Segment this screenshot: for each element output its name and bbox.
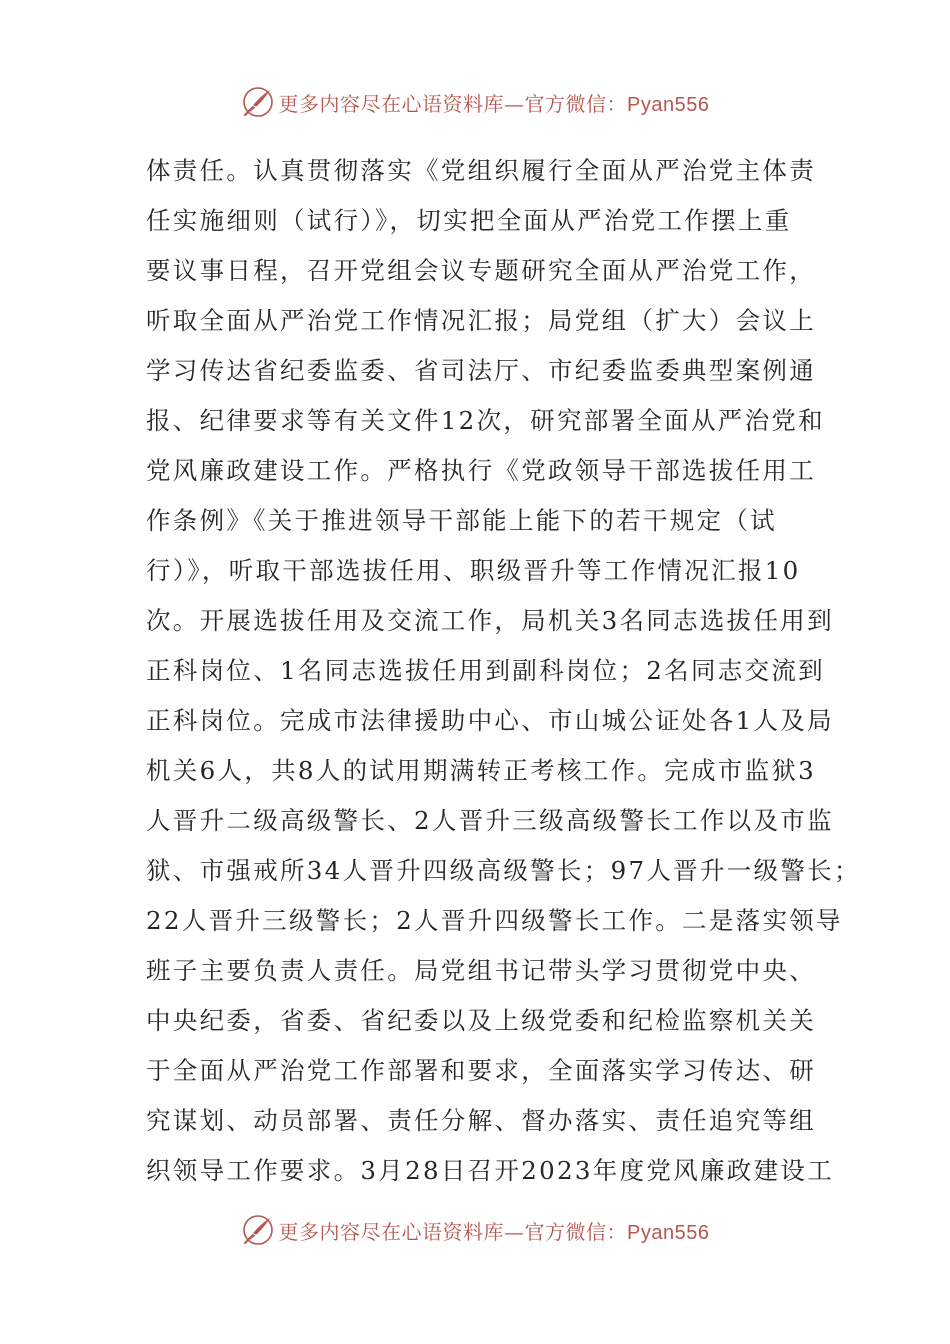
quill-pen-icon [241,85,275,119]
footer-banner [0,1210,950,1250]
text-line: 体责任。认真贯彻落实《党组织履行全面从严治党主体责 [146,156,816,185]
text-line: 报、纪律要求等有关文件12次，研究部署全面从严治党和 [146,406,825,435]
banner-wechat-id: Pyan556 [627,1221,710,1244]
text-line: 人晋升二级高级警长、2人晋升三级高级警长工作以及市监 [146,806,834,835]
text-line: 次。开展选拔任用及交流工作，局机关3名同志选拔任用到 [146,606,834,635]
text-line: 任实施细则（试行）》，切实把全面从严治党工作摆上重 [146,206,792,235]
banner-slogan: 更多内容尽在心语资料库—官方微信： [278,91,628,116]
text-line: 中央纪委，省委、省纪委以及上级党委和纪检监察机关关 [146,1006,816,1035]
text-line: 狱、市强戒所34人晋升四级高级警长；97人晋升一级警长； [146,856,861,885]
text-line: 正科岗位、1名同志选拔任用到副科岗位；2名同志交流到 [146,656,825,685]
text-line: 党风廉政建设工作。严格执行《党政领导干部选拔任用工 [146,456,816,485]
banner-text [279,88,710,117]
text-line: 班子主要负责人责任。局党组书记带头学习贯彻党中央、 [146,956,816,985]
text-line: 正科岗位。完成市法律援助中心、市山城公证处各1人及局 [146,706,834,735]
text-line: 究谋划、动员部署、责任分解、督办落实、责任追究等组 [146,1106,816,1135]
text-line: 学习传达省纪委监委、省司法厅、市纪委监委典型案例通 [146,356,816,385]
document-body [146,146,861,1196]
text-line: 听取全面从严治党工作情况汇报；局党组（扩大）会议上 [146,306,816,335]
text-line: 要议事日程，召开党组会议专题研究全面从严治党工作， [146,256,816,285]
header-banner [0,82,950,122]
banner-wechat-id: Pyan556 [627,93,710,116]
quill-pen-icon [241,1213,275,1247]
text-line: 作条例》《关于推进领导干部能上能下的若干规定（试 [146,506,777,535]
text-line: 22人晋升三级警长；2人晋升四级警长工作。二是落实领导 [146,906,843,935]
banner-slogan: 更多内容尽在心语资料库—官方微信： [278,1219,628,1244]
text-line: 织领导工作要求。3月28日召开2023年度党风廉政建设工 [146,1156,835,1185]
banner-text [279,1216,710,1245]
text-line: 机关6人，共8人的试用期满转正考核工作。完成市监狱3 [146,756,817,785]
text-line: 于全面从严治党工作部署和要求，全面落实学习传达、研 [146,1056,816,1085]
text-line: 行）》，听取干部选拔任用、职级晋升等工作情况汇报10 [146,556,801,585]
